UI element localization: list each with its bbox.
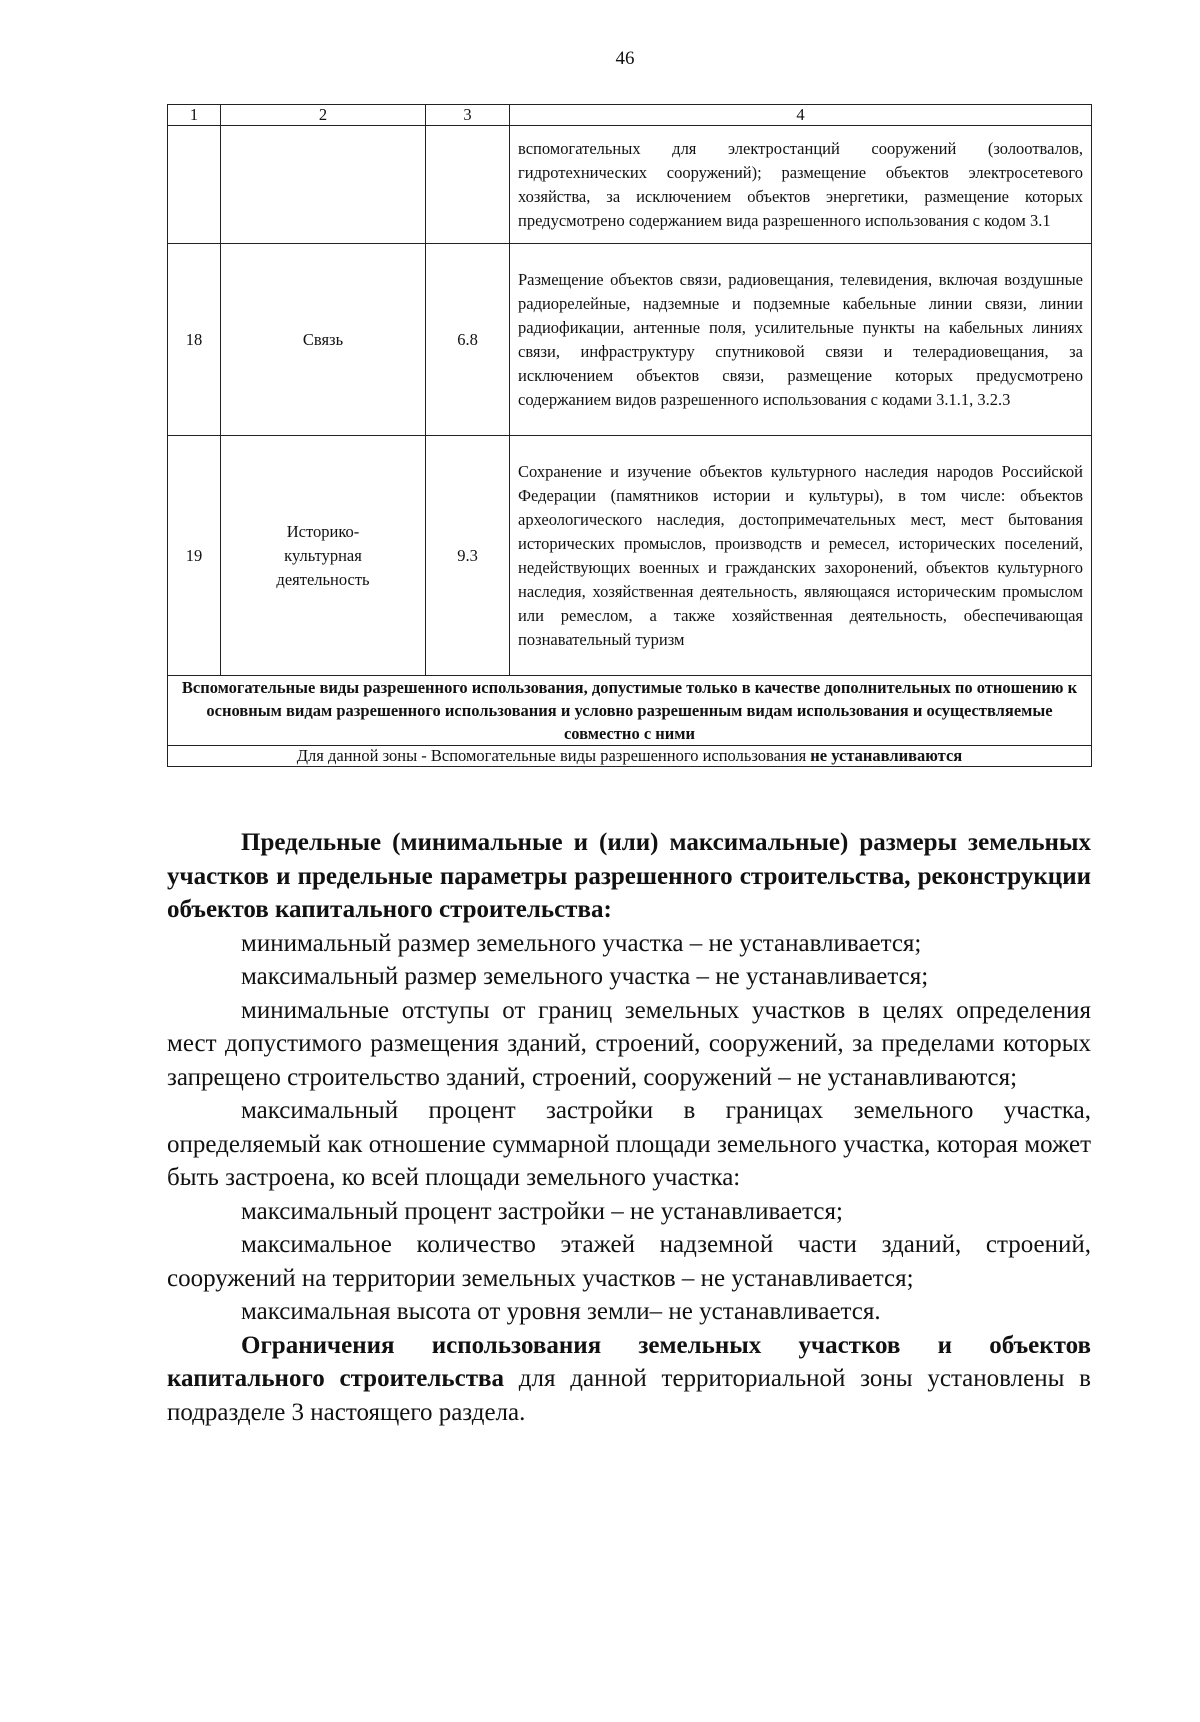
aux-uses-note [168, 746, 1092, 767]
row-description-cell: Размещение объектов связи, радиовещания, телевидения, включая воздушные радиорелейные, надземные и подземные кабельные линии связи, линии радиофикации, антенные поля, усилительные пункты на кабельных линиях связи, инфраструктуру спутниковой связи и телерадиовещания, за исключением объектов связи, размещение которых предусмотрено содержанием видов разрешенного использования с кодами 3.1.1, 3.2.3 [510, 244, 1092, 436]
row-name-cell: Историко-культурная деятельность [221, 436, 426, 676]
parameters-section [167, 826, 1091, 1429]
paragraph: максимальная высота от уровня земли– не устанавливается. [241, 1298, 881, 1325]
row-description-cell: Сохранение и изучение объектов культурного наследия народов Российской Федерации (памятников истории и культуры), в том числе: объектов археологического наследия, достопримечательных мест, мест бытования исторических промыслов, производств и ремесел, исторических поселений, недействующих военных и гражданских захоронений, объектов культурного наследия, хозяйственная деятельность, являющаяся историческим промыслом или ремеслом, а также хозяйственная деятельность, обеспечивающая познавательный туризм [510, 436, 1092, 676]
row-name-cell: Связь [221, 244, 426, 436]
table-row [168, 126, 1092, 244]
row-code-cell: 6.8 [426, 244, 510, 436]
row-name-cell [221, 126, 426, 244]
page-number: 46 [615, 48, 635, 69]
table-header-cell: 2 [221, 105, 426, 126]
table-header-cell: 3 [426, 105, 510, 126]
table-header-cell: 1 [168, 105, 221, 126]
row-number-cell [168, 126, 221, 244]
land-use-table [167, 104, 1092, 767]
paragraph: максимальный размер земельного участка – не устанавливается; [241, 963, 929, 990]
table-row [168, 244, 1092, 436]
aux-uses-title: Вспомогательные виды разрешенного использования, допустимые только в качестве дополнительных по отношению к основным видам разрешенного использования и условно разрешенным видам использования и осуществляемые совместно с ними [168, 676, 1092, 746]
aux-title-row [168, 676, 1092, 746]
row-number-cell: 18 [168, 244, 221, 436]
row-code-cell [426, 126, 510, 244]
paragraph: минимальный размер земельного участка – не устанавливается; [241, 929, 922, 957]
paragraph: максимальный процент застройки – не устанавливается; [241, 1197, 843, 1225]
parameters-heading: Предельные (минимальные и (или) максимальные) размеры земельных участков и предельные параметры разрешенного строительства, реконструкции объектов капитального строительства: [167, 829, 1091, 923]
restrictions-text: для данной территориальной зоны установлены в подразделе 3 настоящего раздела. [167, 1365, 1091, 1426]
aux-note-bold: не устанавливаются [810, 746, 963, 765]
row-description-cell: вспомогательных для электростанций сооружений (золоотвалов, гидротехнических сооружений); размещение объектов электросетевого хозяйства, за исключением объектов энергетики, размещение которых предусмотрено содержанием вида разрешенного использования с кодом 3.1 [510, 126, 1092, 244]
table-header-row [168, 105, 1092, 126]
table-header-cell: 4 [510, 105, 1092, 126]
restrictions-bold: Ограничения использования земельных участков и объектов капитального строительства [167, 1331, 1091, 1392]
row-number-cell: 19 [168, 436, 221, 676]
aux-note-text: Для данной зоны - Вспомогательные виды разрешенного использования [296, 746, 811, 765]
paragraph: максимальный процент застройки в границах земельного участка, определяемый как отношение суммарной площади земельного участка, которая может быть застроена, ко всей площади земельного участка: [167, 1097, 1091, 1191]
paragraph: максимальное количество этажей надземной части зданий, строений, сооружений на территории земельных участков – не устанавливается; [167, 1231, 1091, 1292]
table-row [168, 436, 1092, 676]
paragraph: минимальные отступы от границ земельных участков в целях определения мест допустимого размещения зданий, строений, сооружений, за пределами которых запрещено строительство зданий, строений, сооружений – не устанавливаются; [167, 996, 1091, 1091]
restrictions-paragraph [167, 1329, 1091, 1430]
row-code-cell: 9.3 [426, 436, 510, 676]
aux-note-row [168, 746, 1092, 767]
